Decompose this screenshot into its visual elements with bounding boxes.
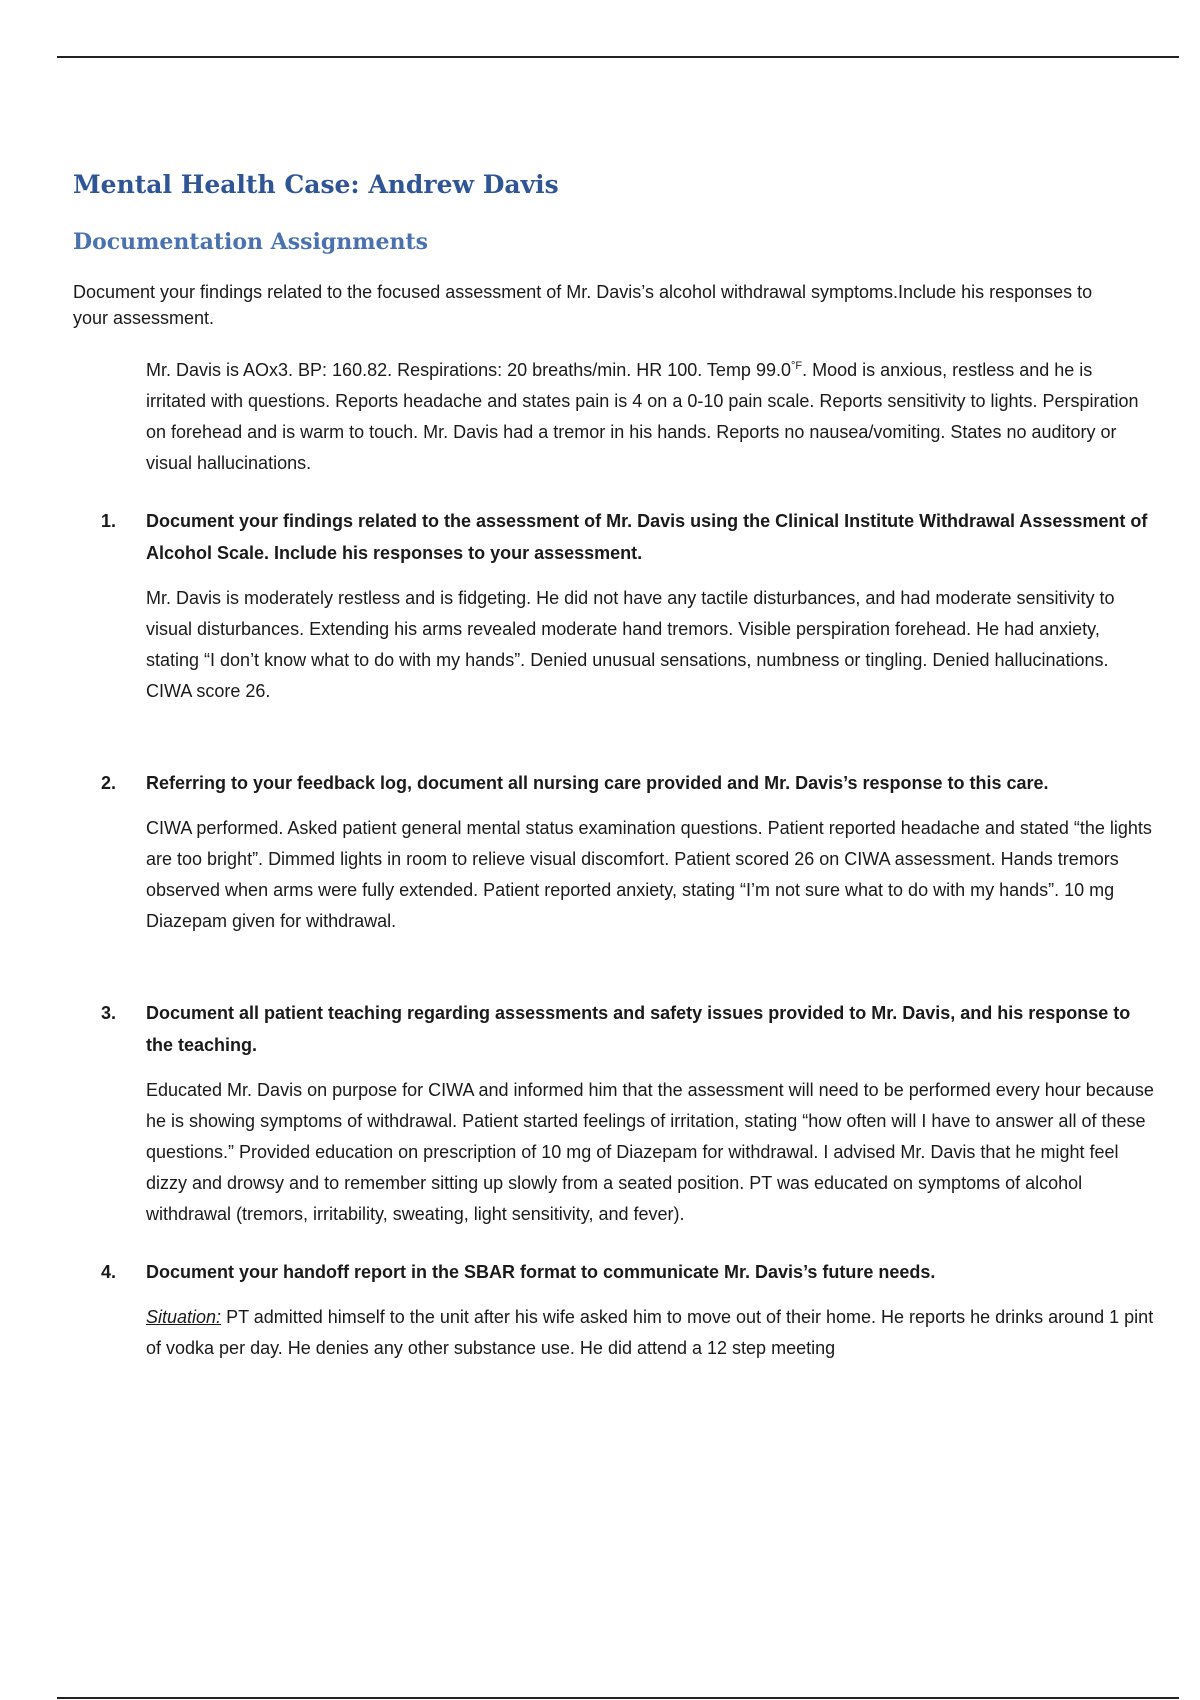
question-number: 2. xyxy=(101,773,117,793)
document-page xyxy=(73,170,1163,1382)
question-number: 4. xyxy=(101,1262,117,1282)
answer-1: Mr. Davis is moderately restless and is fidgeting. He did not have any tactile disturbances, and had moderate sensitivity to visual disturbances. Extending his arms revealed moderate hand tremors. Visible perspiration forehead. He had anxiety, stating “I don’t know what to do with my hands”. Denied unusual sensations, numbness or tingling. Denied hallucinations. CIWA score 26. xyxy=(146,588,1115,701)
sbar-situation-label: Situation: xyxy=(146,1307,222,1327)
intro-answer-part-b: . Mood is anxious, restless and he is irritated with questions. Reports headache and states pain is 4 on a 0-10 pain scale. Reports sensitivity to lights. Perspiration on forehead and is warm to touch. Mr. Davis had a tremor in his hands. Reports no nausea/vomiting. States no auditory or visual hallucinations. xyxy=(146,360,1139,473)
question-text: Document your findings related to the assessment of Mr. Davis using the Clinical Institute Withdrawal Assessment of Alcohol Scale. Include his responses to your assessment. xyxy=(146,511,1148,563)
section-subtitle: Documentation Assignments xyxy=(73,229,429,255)
question-2 xyxy=(73,767,1163,799)
intro-prompt: Document your findings related to the focused assessment of Mr. Davis’s alcohol withdrawal symptoms.Include his responses to your assessment. xyxy=(73,282,1093,328)
question-4 xyxy=(73,1256,1163,1288)
question-text: Referring to your feedback log, document all nursing care provided and Mr. Davis’s response to this care. xyxy=(146,773,1049,793)
intro-answer xyxy=(146,351,1156,479)
intro-answer-part-a: Mr. Davis is AOx3. BP: 160.82. Respirations: 20 breaths/min. HR 100. Temp 99.0 xyxy=(146,360,791,380)
answer-3: Educated Mr. Davis on purpose for CIWA and informed him that the assessment will need to be performed every hour because he is showing symptoms of withdrawal. Patient started feelings of irritation, stating “how often will I have to answer all of these questions.” Provided education on prescription of 10 mg of Diazepam for withdrawal. I advised Mr. Davis that he might feel dizzy and drowsy and to remember sitting up slowly from a seated position. PT was educated on symptoms of alcohol withdrawal (tremors, irritability, sweating, light sensitivity, and fever). xyxy=(146,1080,1154,1224)
degree-unit: °F xyxy=(790,360,803,372)
page-title: Mental Health Case: Andrew Davis xyxy=(73,170,559,199)
question-text: Document your handoff report in the SBAR format to communicate Mr. Davis’s future needs. xyxy=(146,1262,936,1282)
question-text: Document all patient teaching regarding assessments and safety issues provided to Mr. Davis, and his response to the teaching. xyxy=(146,1003,1131,1055)
answer-2: CIWA performed. Asked patient general mental status examination questions. Patient reported headache and stated “the lights are too bright”. Dimmed lights in room to relieve visual discomfort. Patient scored 26 on CIWA assessment. Hands tremors observed when arms were fully extended. Patient reported anxiety, stating “I’m not sure what to do with my hands”. 10 mg Diazepam given for withdrawal. xyxy=(146,818,1152,931)
answer-4 xyxy=(146,1302,1156,1364)
bottom-rule xyxy=(57,1697,1179,1699)
sbar-situation-text: PT admitted himself to the unit after his wife asked him to move out of their home. He reports he drinks around 1 pint of vodka per day. He denies any other substance use. He did attend a 12 step meeting xyxy=(146,1307,1154,1358)
question-number: 3. xyxy=(101,1003,117,1023)
question-3 xyxy=(73,997,1163,1061)
top-rule xyxy=(57,56,1179,58)
question-number: 1. xyxy=(101,511,117,531)
question-1 xyxy=(73,505,1163,569)
